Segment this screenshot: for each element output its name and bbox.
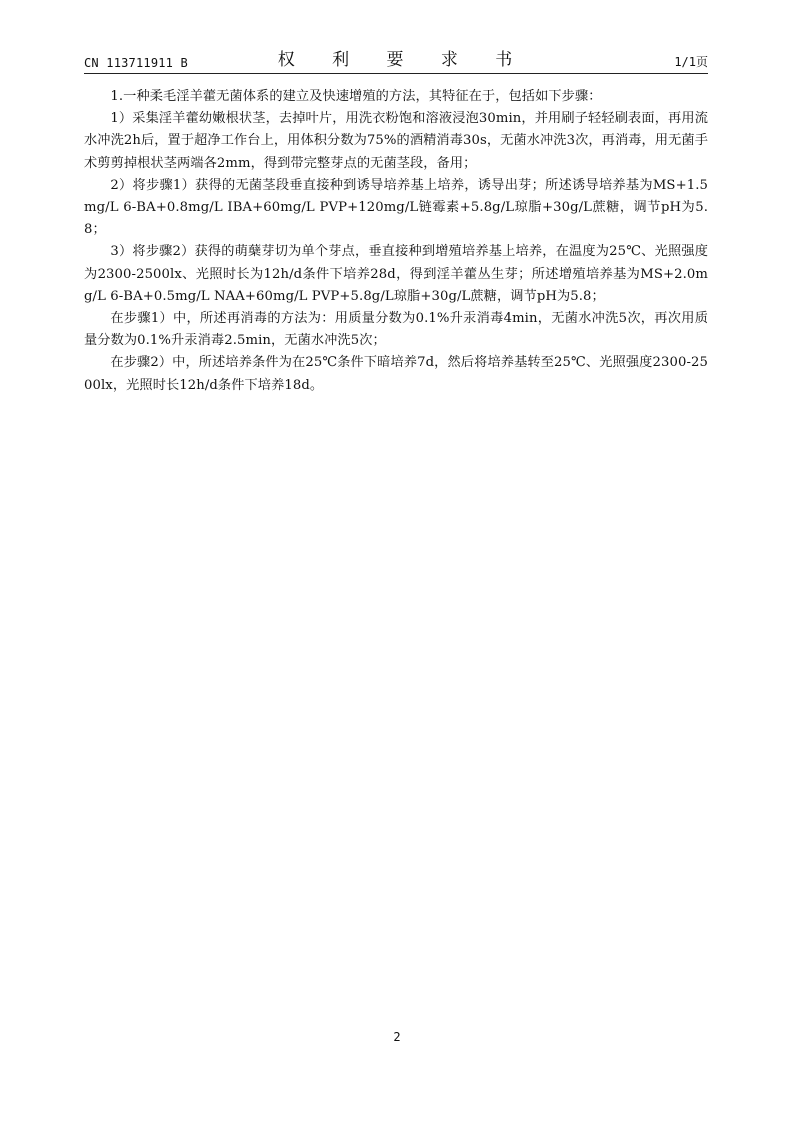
claim-step-1-disinfection: 在步骤1）中，所述再消毒的方法为：用质量分数为0.1%升汞消毒4min，无菌水冲洗5次，再次用质量分数为0.1%升汞消毒2.5min，无菌水冲洗5次；: [84, 311, 708, 349]
publication-number: CN 113711911 B: [84, 56, 188, 70]
claim-step-1: 1）采集淫羊藿幼嫩根状茎，去掉叶片，用洗衣粉饱和溶液浸泡30min，并用刷子轻轻刷表面，再用流水冲洗2h后，置于超净工作台上，用体积分数为75%的酒精消毒30s，无菌水冲洗3次，再消毒，用无菌手术剪剪掉根状茎两端各2mm，得到带完整芽点的无菌茎段，备用；: [84, 111, 708, 171]
page-count: 1/1页: [674, 55, 708, 69]
claim-step-2-culture-conditions: 在步骤2）中，所述培养条件为在25℃条件下暗培养7d，然后将培养基转至25℃、光照强度2300-2500lx，光照时长12h/d条件下培养18d。: [84, 355, 708, 393]
claim-step-3: 3）将步骤2）获得的萌蘖芽切为单个芽点，垂直接种到增殖培养基上培养，在温度为25℃、光照强度为2300-2500lx、光照时长为12h/d条件下培养28d，得到淫羊藿丛生芽；所述增殖培养基为MS+2.0mg/L 6-BA+0.5mg/L NAA+60mg/L PVP+5.8g/L琼脂+30g/L蔗糖，调节pH为5.8；: [84, 244, 708, 304]
page-header: [84, 40, 708, 74]
claim-step-2: 2）将步骤1）获得的无菌茎段垂直接种到诱导培养基上培养，诱导出芽；所述诱导培养基为MS+1.5mg/L 6-BA+0.8mg/L IBA+60mg/L PVP+120mg/L链霉素+5.8g/L琼脂+30g/L蔗糖，调节pH为5.8；: [84, 177, 708, 238]
claim-1-intro: 1.一种柔毛淫羊藿无菌体系的建立及快速增殖的方法，其特征在于，包括如下步骤：: [110, 89, 602, 104]
document-title: 权 利 要 求 书: [277, 50, 529, 70]
page-number: 2: [393, 1030, 401, 1044]
header-divider: [84, 73, 708, 74]
claims-body: [84, 86, 708, 397]
